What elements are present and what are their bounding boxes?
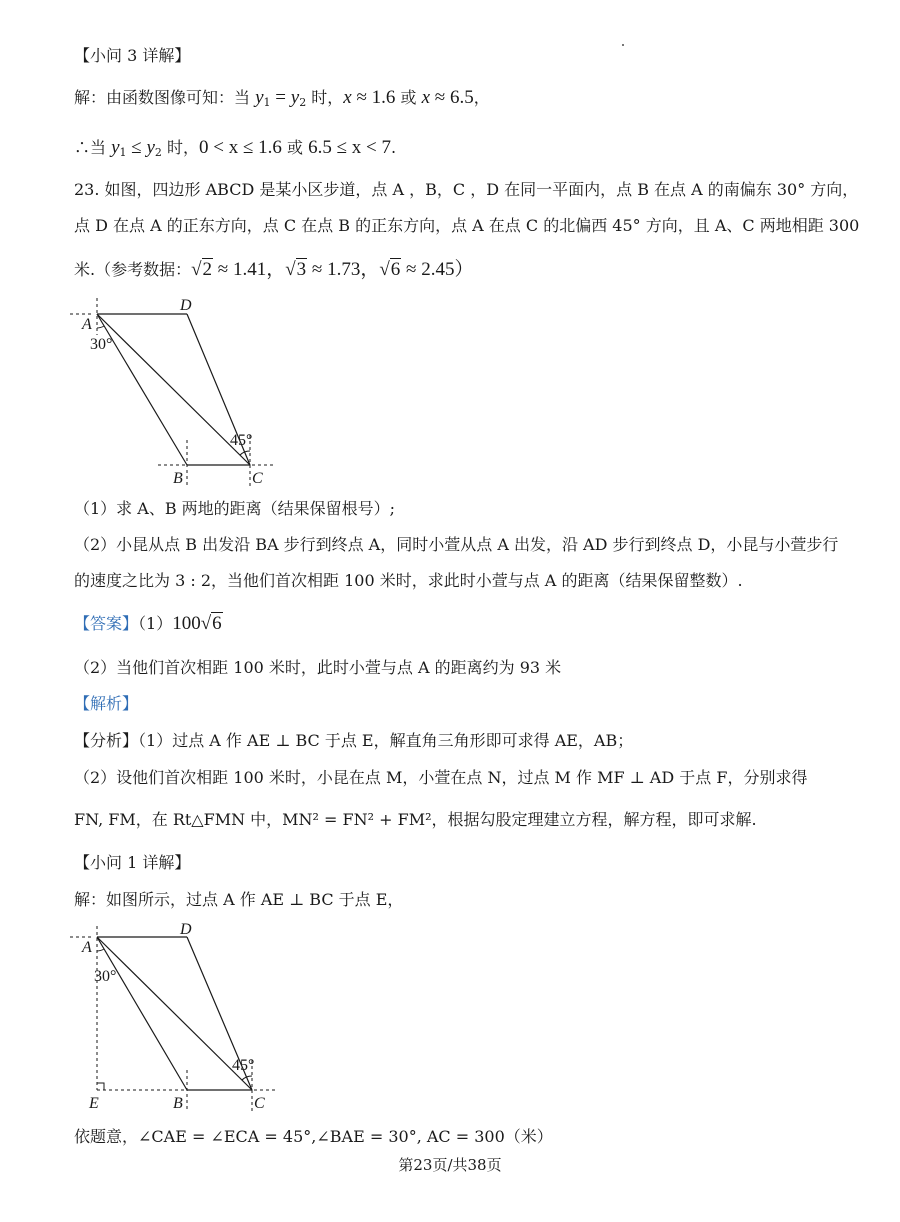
- problem-23-line1: 23. 如图，四边形 ABCD 是某小区步道，点 A ，B，C ，D 在同一平面内，点 B 在点 A 的南偏东 30° 方向，: [74, 180, 859, 199]
- section-header-part3: 【小问 3 详解】: [74, 46, 191, 65]
- page-footer: 第23页/共38页: [398, 1156, 502, 1174]
- analysis-fenxi-line3: FN, FM，在 Rt△FMN 中，MN² = FN² + FM²，根据勾股定理建立方程，解方程，即可求解.: [74, 810, 757, 829]
- answer-line1: 【答案】（1）100√6: [74, 613, 222, 634]
- part1-solution-line2: 依题意，∠CAE = ∠ECA = 45°,∠BAE = 30°, AC = 300（米）: [74, 1127, 553, 1146]
- stray-dot: [622, 44, 624, 46]
- answer-line2: （2）当他们首次相距 100 米时，此时小萱与点 A 的距离约为 93 米: [74, 658, 562, 677]
- segment-ac: [97, 937, 255, 1090]
- label-c: C: [252, 470, 263, 487]
- label-angle-30: 30°: [90, 336, 113, 353]
- label-angle-45: 45°: [232, 1057, 255, 1074]
- figure-quadrilateral-with-e: [70, 920, 290, 1115]
- answer-label: 【答案】: [74, 614, 139, 633]
- label-a: A: [82, 939, 92, 956]
- label-angle-45: 45°: [230, 432, 253, 449]
- angle-arc-a: [97, 326, 104, 328]
- analysis-fenxi-line2: （2）设他们首次相距 100 米时，小昆在点 M，小萱在点 N，过点 M 作 MF ⊥ AD 于点 F，分别求得: [74, 768, 808, 787]
- problem-23-line2: 点 D 在点 A 的正东方向，点 C 在点 B 的正东方向，点 A 在点 C 的北偏西 45° 方向，且 A、C 两地相距 300: [74, 216, 860, 235]
- analysis-label: 【解析】: [74, 694, 139, 713]
- figure-quadrilateral-abcd: [70, 295, 290, 490]
- part3-solution-line1: 解：由函数图像可知：当 $y_1 = y_2$ 时，x ≈ 1.6 或 x ≈ 6.5，: [74, 87, 490, 109]
- part3-solution-line2: ∴当 $y_1 \le y_2$ 时，0 < x ≤ 1.6 或 6.5 ≤ x < 7.: [74, 137, 397, 159]
- right-angle-mark-e: [97, 1083, 104, 1090]
- segment-ab: [97, 937, 187, 1090]
- problem-23-line3: 米.（参考数据：√2 ≈ 1.41，√3 ≈ 1.73，√6 ≈ 2.45）: [74, 259, 474, 280]
- label-angle-30: 30°: [94, 968, 117, 985]
- question-1: （1）求 A、B 两地的距离（结果保留根号）;: [74, 499, 396, 518]
- question-2-line1: （2）小昆从点 B 出发沿 BA 步行到终点 A，同时小萱从点 A 出发，沿 AD 步行到终点 D，小昆与小萱步行: [74, 535, 839, 554]
- label-c: C: [254, 1095, 265, 1112]
- label-d: D: [180, 297, 192, 314]
- analysis-fenxi-line1: 【分析】（1）过点 A 作 AE ⊥ BC 于点 E，解直角三角形即可求得 AE，AB；: [74, 731, 634, 750]
- label-b: B: [173, 470, 183, 487]
- label-d: D: [180, 921, 192, 938]
- label-e: E: [89, 1095, 99, 1112]
- question-2-line2: 的速度之比为 3 : 2，当他们首次相距 100 米时，求此时小萱与点 A 的距离（结果保留整数）.: [74, 571, 743, 590]
- section-header-part1: 【小问 1 详解】: [74, 853, 191, 872]
- part1-solution-line1: 解：如图所示，过点 A 作 AE ⊥ BC 于点 E，: [74, 890, 404, 909]
- angle-arc-a: [97, 949, 104, 951]
- label-a: A: [82, 316, 92, 333]
- label-b: B: [173, 1095, 183, 1112]
